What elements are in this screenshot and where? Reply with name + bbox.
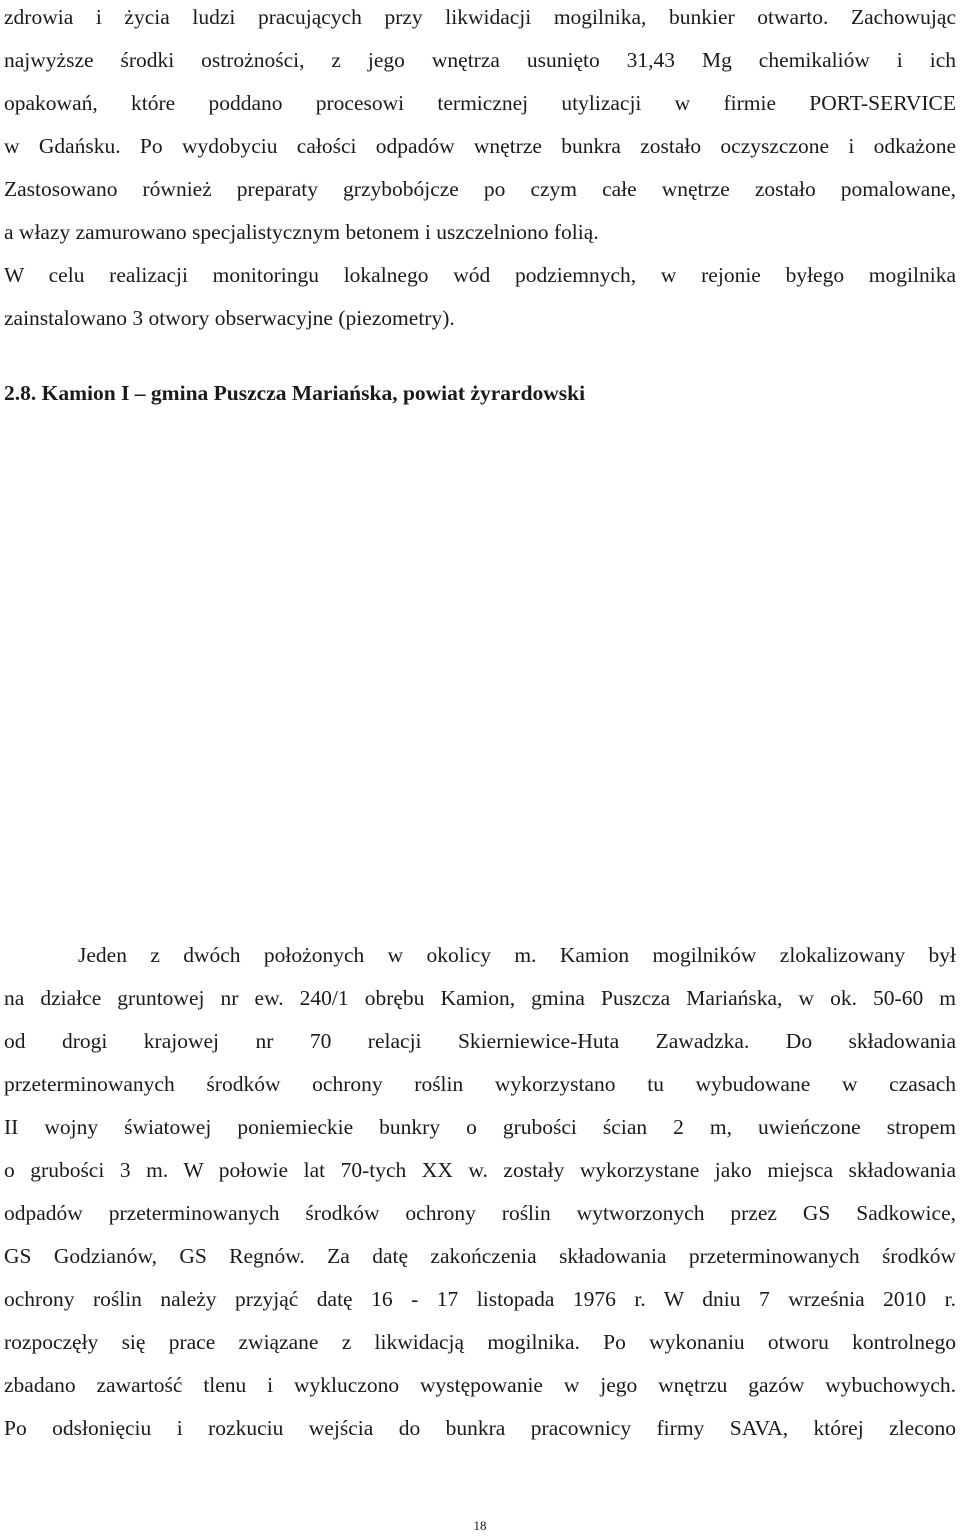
paragraph-line: w Gdańsku. Po wydobyciu całości odpadów wnętrze bunkra zostało oczyszczone i odkażone (4, 134, 956, 158)
section-heading: 2.8. Kamion I – gmina Puszcza Mariańska, powiat żyrardowski (4, 381, 586, 405)
paragraph-line: o grubości 3 m. W połowie lat 70-tych XX w. zostały wykorzystane jako miejsca składowania (4, 1158, 956, 1182)
paragraph-line: od drogi krajowej nr 70 relacji Skierniewice-Huta Zawadzka. Do składowania (4, 1029, 956, 1053)
paragraph-line: II wojny światowej poniemieckie bunkry o grubości ścian 2 m, uwieńczone stropem (4, 1115, 956, 1139)
figure-placeholder (4, 420, 956, 920)
paragraph-line: a włazy zamurowano specjalistycznym betonem i uszczelniono folią. (4, 220, 599, 244)
paragraph-line: zbadano zawartość tlenu i wykluczono występowanie w jego wnętrzu gazów wybuchowych. (4, 1373, 956, 1397)
paragraph-line: odpadów przeterminowanych środków ochrony roślin wytworzonych przez GS Sadkowice, (4, 1201, 956, 1225)
paragraph-line: na działce gruntowej nr ew. 240/1 obrębu Kamion, gmina Puszcza Mariańska, w ok. 50-60 m (4, 986, 956, 1010)
paragraph-line: najwyższe środki ostrożności, z jego wnętrza usunięto 31,43 Mg chemikaliów i ich (4, 48, 956, 72)
paragraph-line: GS Godzianów, GS Regnów. Za datę zakończenia składowania przeterminowanych środków (4, 1244, 956, 1268)
paragraph-line: przeterminowanych środków ochrony roślin wykorzystano tu wybudowane w czasach (4, 1072, 956, 1096)
page-number: 18 (473, 1518, 487, 1533)
paragraph-line: rozpoczęły się prace związane z likwidacją mogilnika. Po wykonaniu otworu kontrolnego (4, 1330, 956, 1354)
paragraph-line: Jeden z dwóch położonych w okolicy m. Kamion mogilników zlokalizowany był (78, 943, 956, 967)
paragraph-line: zdrowia i życia ludzi pracujących przy likwidacji mogilnika, bunkier otwarto. Zachowując (4, 5, 956, 29)
paragraph-line: Po odsłonięciu i rozkuciu wejścia do bunkra pracownicy firmy SAVA, której zlecono (4, 1416, 956, 1440)
paragraph-line: Zastosowano również preparaty grzybobójcze po czym całe wnętrze zostało pomalowane, (4, 177, 956, 201)
paragraph-line: opakowań, które poddano procesowi termicznej utylizacji w firmie PORT-SERVICE (4, 91, 956, 115)
paragraph-line: zainstalowano 3 otwory obserwacyjne (piezometry). (4, 306, 455, 330)
paragraph-line: ochrony roślin należy przyjąć datę 16 - 17 listopada 1976 r. W dniu 7 września 2010 r. (4, 1287, 956, 1311)
paragraph-line: W celu realizacji monitoringu lokalnego wód podziemnych, w rejonie byłego mogilnika (4, 263, 956, 287)
